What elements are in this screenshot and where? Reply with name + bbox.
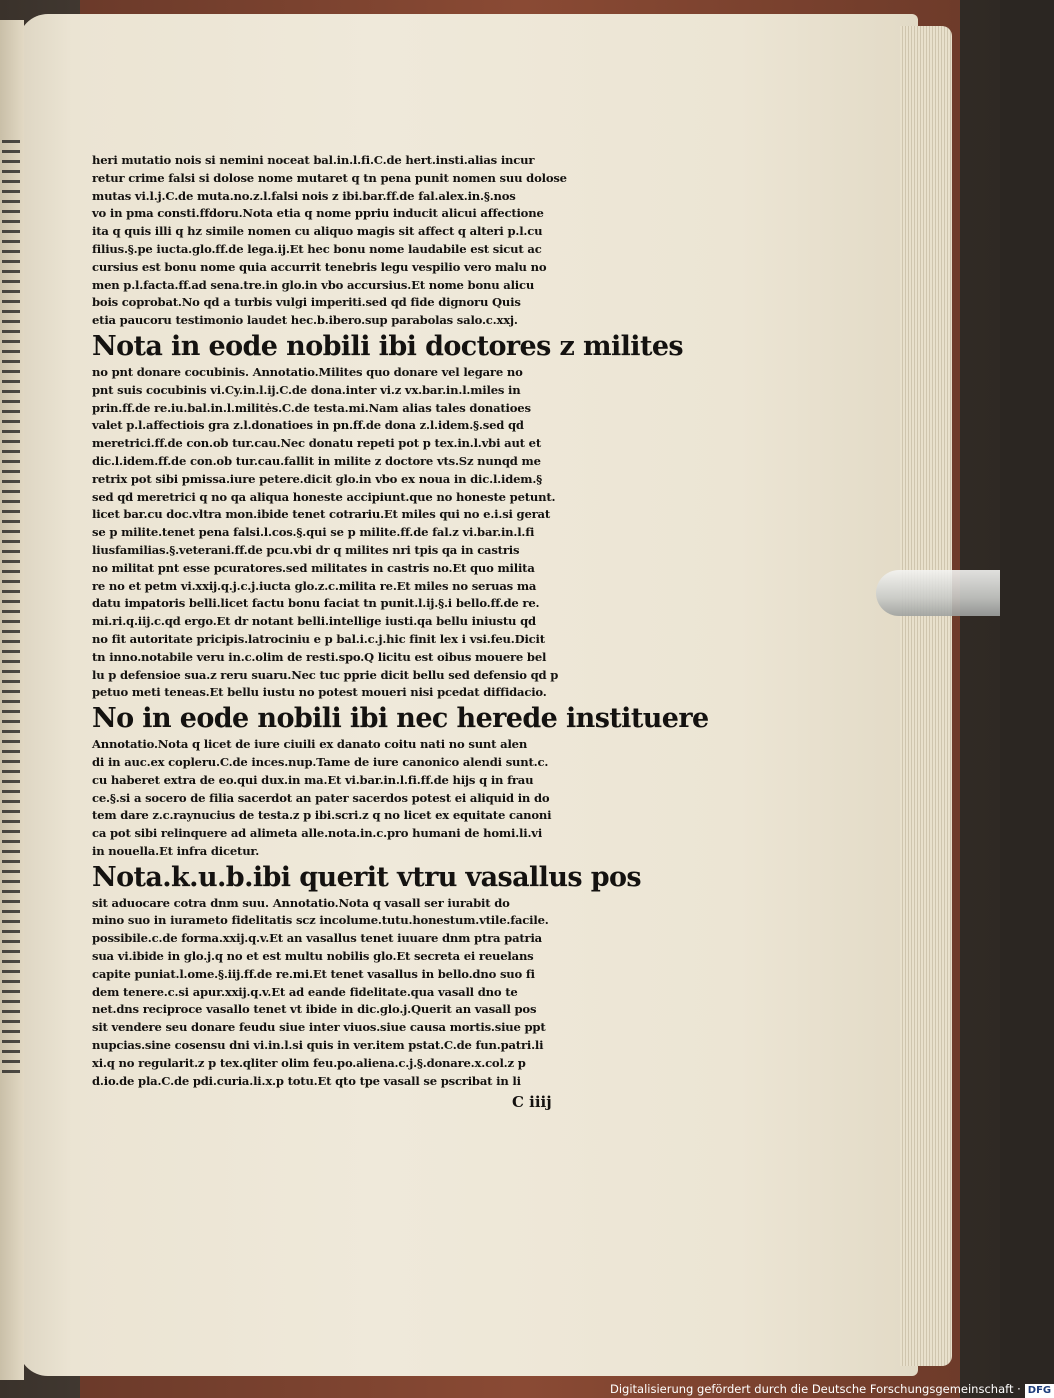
section-heading: Nota.k.u.b.ibi querit vtru vasallus pos bbox=[92, 861, 642, 893]
text-line: dem tenere.c.si apur.xxij.q.v.Et ad eande fidelitate.qua vasall dno te bbox=[92, 984, 518, 999]
text-line: Annotatio.Nota q licet de iure ciuili ex danato coitu nati no sunt alen bbox=[92, 737, 528, 752]
page-clip bbox=[876, 570, 1000, 616]
footer-credit bbox=[610, 1380, 1054, 1398]
facing-page-text-fragment bbox=[2, 140, 20, 1080]
text-line: men p.l.facta.ff.ad sena.tre.in glo.in vbo accursius.Et nome bonu alicu bbox=[92, 277, 535, 292]
text-line: cu haberet extra de eo.qui dux.in ma.Et vi.bar.in.l.fi.ff.de hijs q in frau bbox=[92, 772, 534, 787]
footer-text: Digitalisierung gefördert durch die Deutsche Forschungsgemeinschaft · bbox=[610, 1382, 1021, 1396]
text-line: no militat pnt esse pcuratores.sed militates in castris no.Et quo milita bbox=[92, 560, 535, 575]
text-line: ita q quis illi q hz simile nomen cu aliquo magis sit affect q alteri p.l.cu bbox=[92, 224, 543, 239]
text-line: licet bar.cu doc.vltra mon.ibide tenet cotrariu.Et miles qui no e.i.si gerat bbox=[92, 507, 551, 522]
text-line: mino suo in iurameto fidelitatis scz incolume.tutu.honestum.vtile.facile. bbox=[92, 913, 549, 928]
text-line: xi.q no regularit.z p tex.qliter olim feu.po.aliena.c.j.§.donare.x.col.z p bbox=[92, 1055, 526, 1070]
facing-page-edge bbox=[0, 20, 24, 1380]
text-line: possibile.c.de forma.xxij.q.v.Et an vasallus tenet iuuare dnm ptra patria bbox=[92, 931, 542, 946]
text-line: se p milite.tenet pena falsi.l.cos.§.qui se p milite.ff.de fal.z vi.bar.in.l.fi bbox=[92, 525, 535, 540]
text-line: net.dns reciproce vasallo tenet vt ibide in dic.glo.j.Querit an vasall pos bbox=[92, 1002, 537, 1017]
dfg-logo: DFG bbox=[1025, 1384, 1054, 1398]
text-line: retur crime falsi si dolose nome mutaret q tn pena punit nomen suu dolose bbox=[92, 170, 567, 185]
text-line: mi.ri.q.iij.c.qd ergo.Et dr notant belli.intellige iusti.qa bellu iniustu qd bbox=[92, 614, 536, 629]
text-line: nupcias.sine cosensu dni vi.in.l.si quis in ver.item pstat.C.de fun.patri.li bbox=[92, 1038, 544, 1053]
text-line: mutas vi.l.j.C.de muta.no.z.l.falsi nois z ibi.bar.ff.de fal.alex.in.§.nos bbox=[92, 188, 516, 203]
text-line: lu p defensioe sua.z reru suaru.Nec tuc pprie dicit bellu sed defensio qd p bbox=[92, 667, 559, 682]
text-line: no pnt donare cocubinis. Annotatio.Milites quo donare vel legare no bbox=[92, 364, 523, 379]
text-line: ca pot sibi relinquere ad alimeta alle.nota.in.c.pro humani de homi.li.vi bbox=[92, 826, 543, 841]
text-line: prin.ff.de re.iu.bal.in.l.militės.C.de testa.mi.Nam alias tales donatioes bbox=[92, 400, 531, 415]
text-line: re no et petm vi.xxij.q.j.c.j.iucta glo.z.c.milita re.Et miles no seruas ma bbox=[92, 578, 537, 593]
text-line: sit aduocare cotra dnm suu. Annotatio.Nota q vasall ser iurabit do bbox=[92, 895, 510, 910]
section-heading: Nota in eode nobili ibi doctores z milites bbox=[92, 330, 684, 362]
text-line: no fit autoritate pricipis.latrociniu e p bal.i.c.j.hic finit lex i vsi.feu.Dicit bbox=[92, 631, 545, 646]
text-line: retrix pot sibi pmissa.iure petere.dicit glo.in vbo ex noua in dic.l.idem.§ bbox=[92, 471, 543, 486]
text-line: di in auc.ex copleru.C.de inces.nup.Tame de iure canonico alendi sunt.c. bbox=[92, 754, 549, 769]
text-line: sua vi.ibide in glo.j.q no et est multu nobilis glo.Et secreta ei reuelans bbox=[92, 949, 534, 964]
text-line: petuo meti teneas.Et bellu iustu no potest moueri nisi pcedat diffidacio. bbox=[92, 685, 547, 700]
text-line: meretrici.ff.de con.ob tur.cau.Nec donatu repeti pot p tex.in.l.vbi aut et bbox=[92, 436, 541, 451]
text-line: datu impatoris belli.licet factu bonu faciat tn punit.l.ij.§.i bello.ff.de re. bbox=[92, 596, 540, 611]
text-line: sed qd meretrici q no qa aliqua honeste accipiunt.que no honeste petunt. bbox=[92, 489, 556, 504]
signature-mark: C iiij bbox=[512, 1093, 552, 1111]
text-line: filius.§.pe iucta.glo.ff.de lega.ij.Et hec bonu nome laudabile est sicut ac bbox=[92, 241, 542, 256]
text-line: cursius est bonu nome quia accurrit tenebris legu vespilio vero malu no bbox=[92, 259, 547, 274]
text-line: tem dare z.c.raynucius de testa.z p ibi.scri.z q no licet ex equitate canoni bbox=[92, 808, 552, 823]
text-line: tn inno.notabile veru in.c.olim de resti.spo.Q licitu est oibus mouere bel bbox=[92, 649, 547, 664]
section-heading: No in eode nobili ibi nec herede instituere bbox=[92, 703, 709, 735]
text-line: bois coprobat.No qd a turbis vulgi imperiti.sed qd fide dignoru Quis bbox=[92, 295, 521, 310]
page-edges bbox=[900, 26, 952, 1366]
text-line: etia paucoru testimonio laudet hec.b.ibero.sup parabolas salo.c.xxj. bbox=[92, 313, 518, 328]
text-line: capite puniat.l.ome.§.iij.ff.de re.mi.Et tenet vasallus in bello.dno suo fi bbox=[92, 966, 535, 981]
text-line: in nouella.Et infra dicetur. bbox=[92, 843, 260, 858]
text-line: valet p.l.affectiois gra z.l.donatioes in pn.ff.de dona z.l.idem.§.sed qd bbox=[92, 418, 524, 433]
text-line: heri mutatio nois si nemini noceat bal.in.l.fi.C.de hert.insti.alias incur bbox=[92, 153, 535, 167]
text-line: pnt suis cocubinis vi.Cy.in.l.ij.C.de dona.inter vi.z vx.bar.in.l.miles in bbox=[92, 382, 521, 397]
text-line: dic.l.idem.ff.de con.ob tur.cau.fallit in milite z doctore vts.Sz nunqd me bbox=[92, 453, 541, 468]
text-line: liusfamilias.§.veterani.ff.de pcu.vbi dr q milites nri tpis qa in castris bbox=[92, 542, 520, 557]
text-line: d.io.de pla.C.de pdi.curia.li.x.p totu.Et qto tpe vasall se pscribat in li bbox=[92, 1073, 521, 1088]
text-line: sit vendere seu donare feudu siue inter viuos.siue causa mortis.siue ppt bbox=[92, 1020, 546, 1035]
text-line: vo in pma consti.ffdoru.Nota etia q nome ppriu inducit alicui affectione bbox=[92, 206, 544, 221]
text-block bbox=[92, 152, 709, 1132]
text-line: ce.§.si a socero de filia sacerdot an pater sacerdos potest ei aliquid in do bbox=[92, 790, 550, 805]
